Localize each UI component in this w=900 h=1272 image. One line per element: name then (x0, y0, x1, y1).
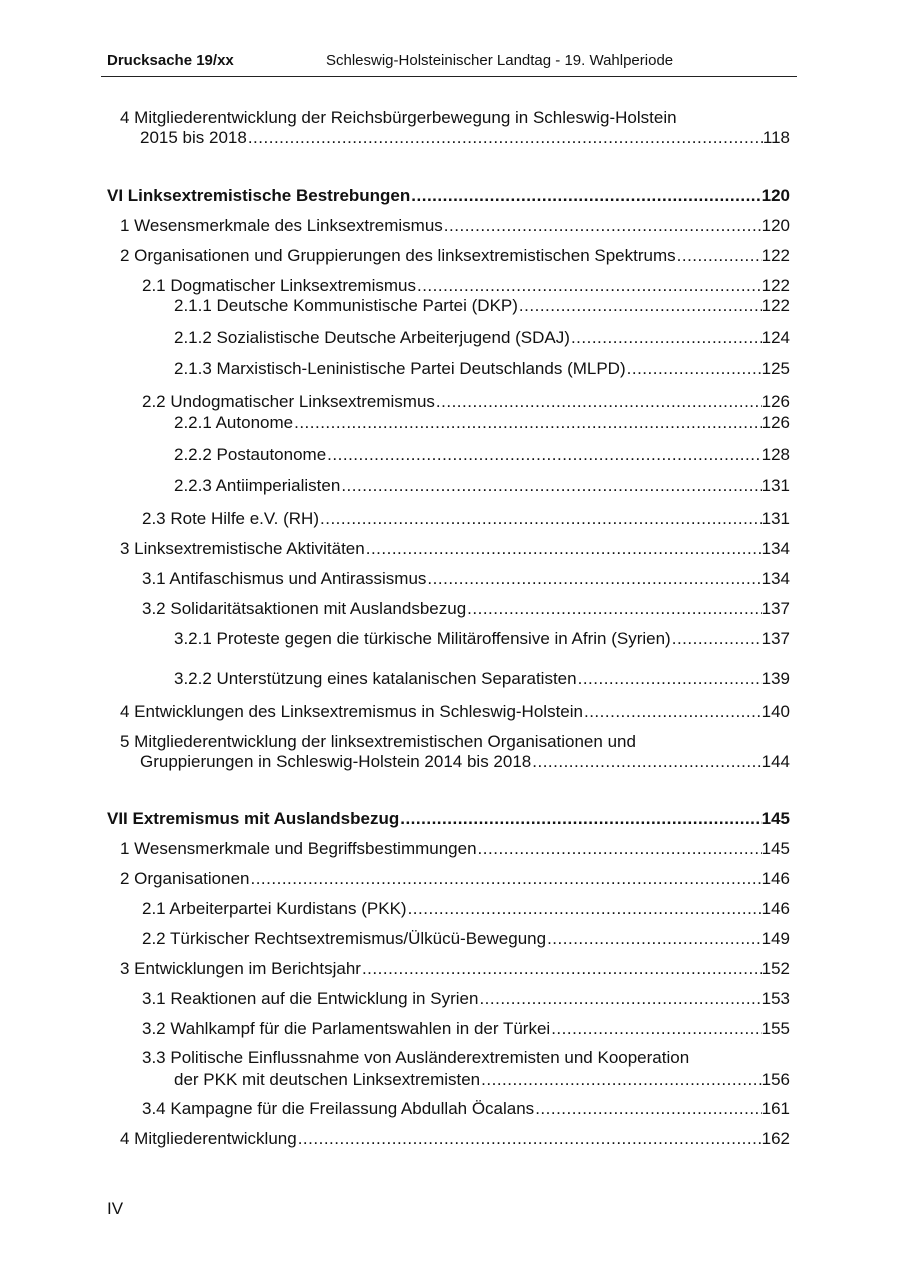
dot-leader (477, 839, 762, 859)
toc-entry-page: 152 (761, 959, 790, 978)
toc-entry-page: 146 (761, 899, 790, 918)
toc-entry-title: 3.1 Reaktionen auf die Entwicklung in Syrien (142, 989, 479, 1008)
toc-entry-title: 2.2 Undogmatischer Linksextremismus (142, 392, 435, 411)
toc-entry-title: Gruppierungen in Schleswig-Holstein 2014 bis 2018 (140, 752, 532, 771)
dot-leader (478, 989, 761, 1009)
toc-entry[interactable] (142, 929, 790, 949)
toc-entry-title-line1[interactable]: 4 Mitgliederentwicklung der Reichsbürgerbewegung in Schleswig-Holstein (120, 108, 677, 127)
toc-entry-title: 3.1 Antifaschismus und Antirassismus (142, 569, 427, 588)
dot-leader (531, 752, 761, 772)
toc-entry[interactable] (120, 246, 790, 266)
toc-entry-title: 3 Linksextremistische Aktivitäten (120, 539, 365, 558)
toc-entry-title: 2.1.1 Deutsche Kommunistische Partei (DKP) (174, 296, 518, 315)
toc-entry[interactable] (120, 216, 790, 236)
toc-entry-title-line1[interactable]: 3.3 Politische Einflussnahme von Ausländerextremisten und Kooperation (142, 1048, 690, 1067)
page-number: IV (107, 1199, 124, 1218)
toc-entry[interactable] (120, 539, 790, 559)
dot-leader (361, 959, 762, 979)
dot-leader (550, 1019, 761, 1039)
dot-leader (399, 809, 761, 829)
toc-entry[interactable] (142, 989, 790, 1009)
dot-leader (435, 392, 762, 412)
toc-entry[interactable] (142, 899, 790, 919)
toc-entry-title: 2.1.3 Marxistisch-Leninistische Partei Deutschlands (MLPD) (174, 359, 626, 378)
toc-entry-page: 155 (761, 1019, 790, 1038)
toc-entry[interactable] (142, 1099, 790, 1119)
toc-entry[interactable] (174, 359, 790, 379)
toc-entry[interactable] (142, 509, 790, 529)
toc-entry-page: 153 (761, 989, 790, 1008)
dot-leader (319, 509, 762, 529)
dot-leader (466, 599, 761, 619)
toc-entry-title: 3.2.1 Proteste gegen die türkische Militäroffensive in Afrin (Syrien) (174, 629, 671, 648)
toc-entry-page: 126 (761, 392, 790, 411)
toc-entry-page: 146 (761, 869, 790, 888)
toc-entry-page: 156 (761, 1070, 790, 1089)
toc-entry-title: 3.4 Kampagne für die Freilassung Abdullah Öcalans (142, 1099, 535, 1118)
dot-leader (365, 539, 762, 559)
dot-leader (577, 669, 762, 689)
toc-entry-title: 4 Mitgliederentwicklung (120, 1129, 297, 1148)
toc-entry[interactable] (174, 413, 790, 433)
toc-entry-page: 122 (761, 246, 790, 265)
dot-leader (297, 1129, 762, 1149)
toc-entry-page: 126 (761, 413, 790, 432)
dot-leader (671, 629, 762, 649)
toc-entry-title: 2 Organisationen und Gruppierungen des linksextremistischen Spektrums (120, 246, 676, 265)
toc-entry[interactable] (174, 1070, 790, 1090)
toc-entry-page: 140 (761, 702, 790, 721)
document-number: Drucksache 19/xx (107, 52, 234, 69)
dot-leader (676, 246, 762, 266)
toc-entry-title: 2.1.2 Sozialistische Deutsche Arbeiterjugend (SDAJ) (174, 328, 570, 347)
toc-entry-page: 162 (761, 1129, 790, 1148)
dot-leader (426, 569, 761, 589)
toc-entry[interactable] (174, 296, 790, 316)
toc-entry-page: 118 (762, 128, 790, 147)
toc-entry[interactable] (174, 476, 790, 496)
toc-entry-title: 2.2.3 Antiimperialisten (174, 476, 341, 495)
dot-leader (249, 869, 761, 889)
toc-entry[interactable] (120, 1129, 790, 1149)
dot-leader (340, 476, 761, 496)
toc-entry[interactable] (107, 809, 790, 829)
toc-entry[interactable] (142, 276, 790, 296)
toc-entry-title-line1[interactable]: 5 Mitgliederentwicklung der linksextremistischen Organisationen und (120, 732, 636, 751)
toc-entry[interactable] (140, 752, 790, 772)
toc-entry-title: 3.2 Solidaritätsaktionen mit Auslandsbezug (142, 599, 467, 618)
dot-leader (407, 899, 762, 919)
toc-entry-title: 2.2.2 Postautonome (174, 445, 327, 464)
dot-leader (247, 128, 763, 148)
toc-entry[interactable] (120, 869, 790, 889)
toc-entry[interactable] (174, 669, 790, 689)
toc-entry[interactable] (142, 392, 790, 412)
toc-entry[interactable] (140, 128, 790, 148)
toc-entry-page: 145 (761, 809, 790, 828)
toc-entry-title: der PKK mit deutschen Linksextremisten (174, 1070, 481, 1089)
toc-entry-page: 122 (761, 276, 790, 295)
toc-entry-page: 134 (761, 569, 790, 588)
toc-entry-page: 131 (761, 509, 790, 528)
toc-entry-title: 2.3 Rote Hilfe e.V. (RH) (142, 509, 319, 528)
toc-entry-page: 124 (761, 328, 790, 347)
toc-entry[interactable] (174, 629, 790, 649)
toc-entry-title: VII Extremismus mit Auslandsbezug (107, 809, 400, 828)
toc-entry-title: 2.1 Arbeiterpartei Kurdistans (PKK) (142, 899, 407, 918)
dot-leader (583, 702, 762, 722)
dot-leader (626, 359, 762, 379)
dot-leader (546, 929, 762, 949)
toc-entry-page: 139 (761, 669, 790, 688)
toc-entry-page: 149 (761, 929, 790, 948)
toc-entry-title: 2015 bis 2018 (140, 128, 247, 147)
toc-entry-page: 122 (761, 296, 790, 315)
toc-entry-page: 161 (761, 1099, 790, 1118)
toc-entry[interactable] (120, 839, 790, 859)
toc-entry[interactable] (142, 569, 790, 589)
toc-entry-page: 134 (761, 539, 790, 558)
dot-leader (293, 413, 762, 433)
toc-entry-title: 2 Organisationen (120, 869, 250, 888)
toc-entry-page: 145 (761, 839, 790, 858)
toc-entry-title: 2.2.1 Autonome (174, 413, 294, 432)
toc-entry-page: 131 (761, 476, 790, 495)
toc-entry[interactable] (120, 959, 790, 979)
toc-entry-page: 128 (761, 445, 790, 464)
dot-leader (534, 1099, 761, 1119)
toc-entry-title: 3.2 Wahlkampf für die Parlamentswahlen in der Türkei (142, 1019, 551, 1038)
dot-leader (443, 216, 762, 236)
toc-entry-page: 137 (761, 599, 790, 618)
dot-leader (518, 296, 762, 316)
toc-entry-page: 120 (761, 216, 790, 235)
toc-entry[interactable] (120, 702, 790, 722)
toc-entry-title: 2.2 Türkischer Rechtsextremismus/Ülkücü-Bewegung (142, 929, 547, 948)
header-divider (101, 76, 797, 77)
dot-leader (416, 276, 762, 296)
toc-entry-title: 2.1 Dogmatischer Linksextremismus (142, 276, 416, 295)
toc-entry-page: 120 (761, 186, 790, 205)
toc-entry-title: 1 Wesensmerkmale und Begriffsbestimmungen (120, 839, 477, 858)
dot-leader (480, 1070, 761, 1090)
toc-entry-title: 3.2.2 Unterstützung eines katalanischen Separatisten (174, 669, 577, 688)
toc-entry-page: 125 (761, 359, 790, 378)
toc-entry[interactable] (174, 445, 790, 465)
toc-entry[interactable] (142, 599, 790, 619)
toc-entry[interactable] (142, 1019, 790, 1039)
toc-entry[interactable] (107, 186, 790, 206)
header-title: Schleswig-Holsteinischer Landtag - 19. Wahlperiode (326, 52, 674, 69)
toc-entry-title: 3 Entwicklungen im Berichtsjahr (120, 959, 361, 978)
toc-entry-title: VI Linksextremistische Bestrebungen (107, 186, 411, 205)
dot-leader (410, 186, 761, 206)
toc-entry-title: 1 Wesensmerkmale des Linksextremismus (120, 216, 443, 235)
toc-entry-title: 4 Entwicklungen des Linksextremismus in Schleswig-Holstein (120, 702, 583, 721)
toc-entry-page: 144 (761, 752, 790, 771)
dot-leader (326, 445, 761, 465)
toc-entry-page: 137 (761, 629, 790, 648)
dot-leader (570, 328, 762, 348)
toc-entry[interactable] (174, 328, 790, 348)
